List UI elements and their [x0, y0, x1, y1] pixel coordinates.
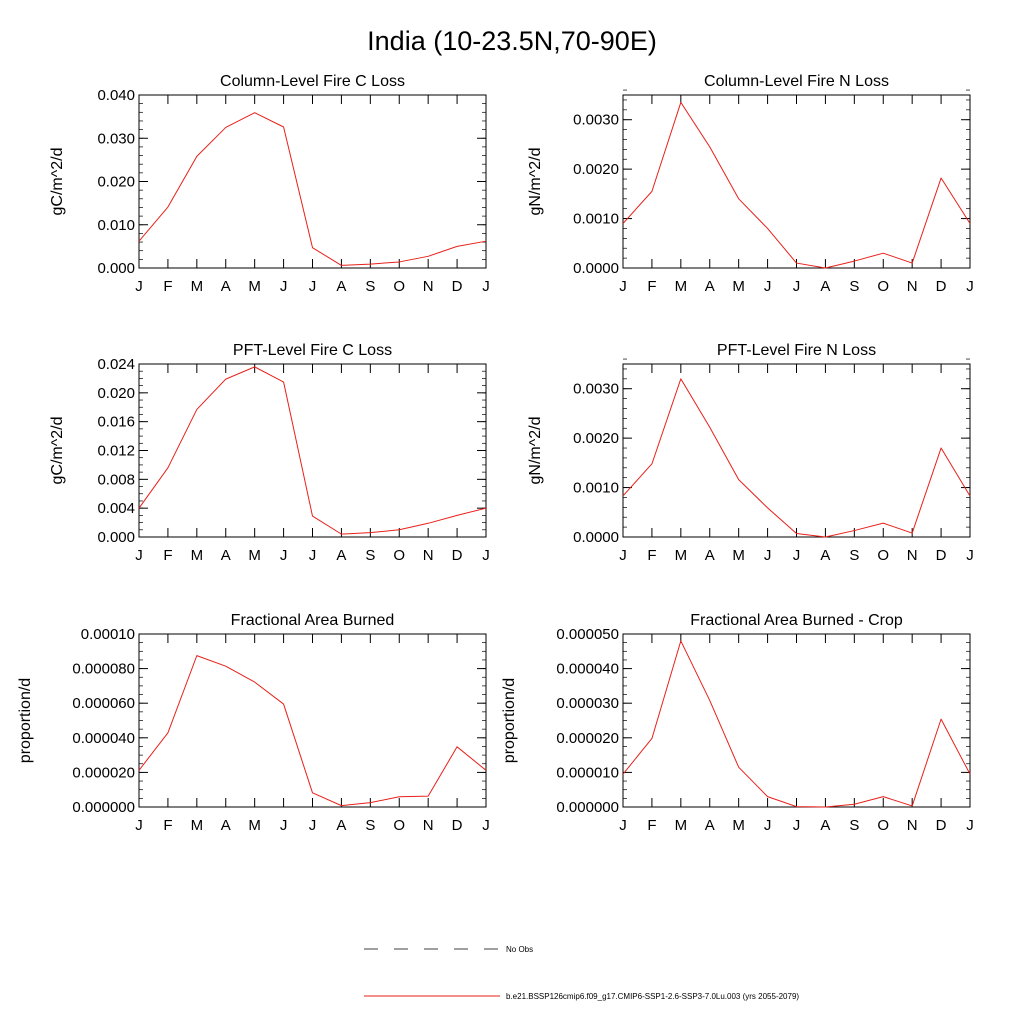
x-tick-label: J	[135, 278, 143, 295]
x-tick-label: D	[935, 817, 947, 834]
x-tick-label: F	[163, 817, 173, 834]
y-tick-label: 0.000040	[556, 660, 619, 678]
panel-title: Column-Level Fire C Loss	[220, 73, 405, 90]
panel-5	[17, 612, 490, 834]
x-tick-label: J	[308, 817, 317, 834]
x-tick-label: J	[792, 817, 801, 834]
x-tick-label: S	[849, 817, 860, 834]
x-tick-label: F	[647, 547, 657, 564]
x-tick-label: J	[279, 547, 288, 564]
x-tick-label: F	[647, 817, 657, 834]
y-tick-label: 0.000000	[556, 799, 619, 816]
x-tick-label: J	[619, 278, 627, 295]
y-axis-label: gC/m^2/d	[49, 147, 66, 216]
panels-group	[17, 73, 974, 834]
y-tick-label: 0.0000	[573, 529, 619, 546]
y-tick-label: 0.040	[97, 87, 135, 104]
y-tick-label: 0.0030	[573, 111, 619, 129]
panel-title: Fractional Area Burned	[230, 612, 395, 629]
x-tick-label: M	[674, 817, 688, 834]
x-tick-label: A	[820, 817, 831, 834]
x-tick-label: D	[451, 278, 463, 295]
x-tick-label: J	[308, 278, 317, 295]
x-tick-label: N	[906, 547, 918, 564]
x-tick-label: S	[365, 547, 376, 564]
y-tick-label: 0.008	[97, 471, 135, 489]
x-tick-label: F	[163, 278, 173, 295]
x-tick-label: J	[135, 817, 143, 834]
x-tick-label: D	[935, 547, 947, 564]
x-tick-label: J	[135, 547, 143, 564]
y-tick-label: 0.020	[97, 173, 135, 191]
series-line	[139, 113, 486, 266]
y-tick-label: 0.000060	[72, 695, 135, 713]
x-tick-label: A	[820, 278, 831, 295]
x-tick-label: S	[365, 278, 376, 295]
x-tick-label: M	[732, 817, 745, 834]
x-tick-label: J	[482, 278, 490, 295]
x-tick-label: A	[704, 547, 715, 564]
series-line	[623, 379, 970, 537]
y-axis-label: proportion/d	[17, 677, 34, 764]
panel-title: Fractional Area Burned - Crop	[690, 612, 903, 629]
y-tick-label: 0.000	[97, 529, 135, 546]
x-tick-label: O	[877, 817, 890, 834]
x-tick-label: J	[966, 278, 974, 295]
x-tick-label: M	[674, 278, 688, 295]
y-tick-label: 0.00010	[80, 626, 135, 643]
y-tick-label: 0.012	[97, 442, 135, 460]
y-tick-label: 0.000000	[72, 799, 135, 816]
y-tick-label: 0.016	[97, 413, 135, 431]
y-tick-label: 0.010	[97, 216, 135, 234]
x-tick-label: S	[849, 547, 860, 564]
figure-title: India (10-23.5N,70-90E)	[367, 26, 657, 56]
x-tick-label: J	[763, 278, 772, 295]
y-tick-label: 0.000030	[556, 695, 619, 713]
x-tick-label: O	[393, 817, 406, 834]
y-tick-label: 0.0020	[573, 430, 619, 448]
x-tick-label: A	[220, 817, 231, 834]
x-tick-label: M	[190, 817, 204, 834]
x-tick-label: A	[704, 817, 715, 834]
x-tick-label: A	[220, 547, 231, 564]
series-line	[623, 641, 970, 807]
y-tick-label: 0.000040	[72, 729, 135, 747]
x-tick-label: N	[906, 278, 918, 295]
y-axis-label: gN/m^2/d	[527, 147, 544, 216]
y-tick-label: 0.0010	[573, 479, 619, 497]
panel-6	[501, 612, 974, 834]
x-tick-label: A	[220, 278, 231, 295]
x-tick-label: D	[451, 817, 463, 834]
x-tick-label: J	[619, 547, 627, 564]
y-tick-label: 0.004	[97, 500, 135, 518]
x-tick-label: J	[279, 817, 288, 834]
x-tick-label: D	[451, 547, 463, 564]
x-tick-label: N	[422, 547, 434, 564]
y-axis-label: gN/m^2/d	[527, 416, 544, 485]
x-tick-label: J	[792, 278, 801, 295]
x-tick-label: J	[763, 547, 772, 564]
x-tick-label: M	[190, 278, 204, 295]
x-tick-label: M	[732, 547, 745, 564]
y-tick-label: 0.000	[97, 260, 135, 277]
plot-frame	[139, 95, 486, 268]
x-tick-label: M	[248, 817, 261, 834]
x-tick-label: M	[732, 278, 745, 295]
x-tick-label: M	[190, 547, 204, 564]
y-tick-label: 0.000020	[72, 764, 135, 782]
x-tick-label: J	[482, 817, 490, 834]
x-tick-label: J	[966, 817, 974, 834]
x-tick-label: D	[935, 278, 947, 295]
plot-frame	[623, 364, 970, 537]
y-axis-label: gC/m^2/d	[49, 416, 66, 485]
y-tick-label: 0.000020	[556, 729, 619, 747]
x-tick-label: A	[336, 817, 347, 834]
panel-title: PFT-Level Fire N Loss	[716, 342, 877, 359]
y-tick-label: 0.0030	[573, 380, 619, 398]
x-tick-label: F	[647, 278, 657, 295]
plot-frame	[139, 364, 486, 537]
y-tick-label: 0.000010	[556, 764, 619, 782]
x-tick-label: M	[248, 547, 261, 564]
x-tick-label: S	[365, 817, 376, 834]
y-tick-label: 0.0020	[573, 161, 619, 179]
x-tick-label: J	[763, 817, 772, 834]
x-tick-label: M	[674, 547, 688, 564]
series-line	[623, 102, 970, 268]
y-tick-label: 0.0000	[573, 260, 619, 277]
x-tick-label: J	[482, 547, 490, 564]
y-tick-label: 0.000080	[72, 660, 135, 678]
legend	[364, 945, 799, 1001]
panel-title: PFT-Level Fire C Loss	[232, 342, 393, 359]
x-tick-label: M	[248, 278, 261, 295]
y-axis-label: proportion/d	[501, 677, 518, 764]
panel-3	[49, 342, 490, 564]
y-tick-label: 0.020	[97, 384, 135, 402]
legend-model-label: b.e21.BSSP126cmip6.f09_g17.CMIP6-SSP1-2.6-SSP3-7.0Lu.003 (yrs 2055-2079)	[506, 992, 800, 1001]
x-tick-label: S	[849, 278, 860, 295]
y-tick-label: 0.0010	[573, 210, 619, 228]
plot-frame	[139, 634, 486, 807]
x-tick-label: A	[336, 547, 347, 564]
x-tick-label: J	[966, 547, 974, 564]
panel-1	[49, 73, 490, 295]
x-tick-label: F	[163, 547, 173, 564]
x-tick-label: N	[422, 278, 434, 295]
panel-title: Column-Level Fire N Loss	[704, 73, 889, 90]
x-tick-label: O	[877, 547, 890, 564]
panel-2	[527, 73, 974, 295]
y-tick-label: 0.024	[97, 356, 135, 373]
x-tick-label: J	[308, 547, 317, 564]
x-tick-label: N	[422, 817, 434, 834]
x-tick-label: O	[393, 278, 406, 295]
x-tick-label: J	[279, 278, 288, 295]
x-tick-label: J	[619, 817, 627, 834]
x-tick-label: O	[393, 547, 406, 564]
panel-4	[527, 342, 974, 564]
y-tick-label: 0.000050	[556, 626, 619, 643]
series-line	[139, 656, 486, 806]
x-tick-label: J	[792, 547, 801, 564]
x-tick-label: A	[820, 547, 831, 564]
x-tick-label: O	[877, 278, 890, 295]
series-line	[139, 367, 486, 534]
x-tick-label: A	[336, 278, 347, 295]
legend-obs-label: No Obs	[506, 945, 534, 954]
x-tick-label: N	[906, 817, 918, 834]
y-tick-label: 0.030	[97, 130, 135, 148]
x-tick-label: A	[704, 278, 715, 295]
